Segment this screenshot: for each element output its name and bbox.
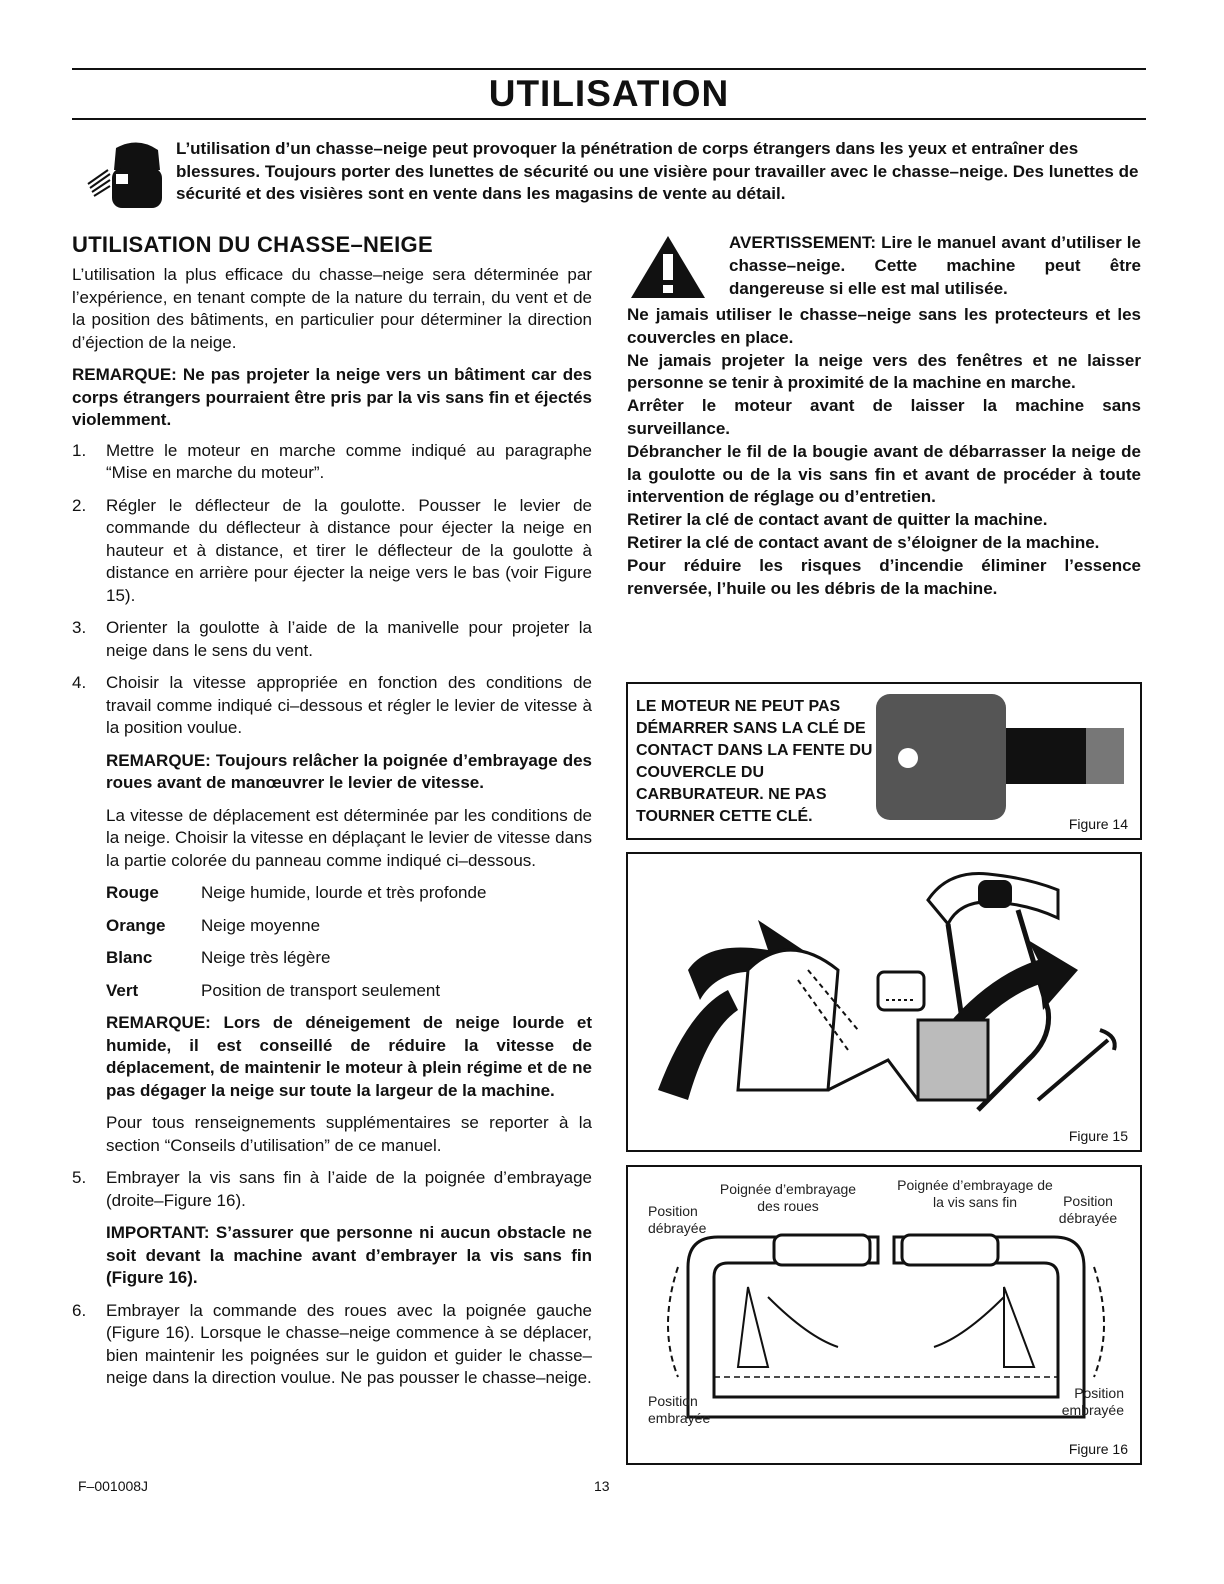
warning-item: Retirer la clé de contact avant de s’éloigner de la machine. (627, 532, 1100, 552)
speed-row-green (106, 980, 592, 1003)
speed-paragraph: La vitesse de déplacement est déterminée par les conditions de la neige. Choisir la vitesse en déplaçant le levier de vitesse dans la partie colorée du panneau comme indiqué ci–dessous. (106, 805, 592, 870)
step-number: 4. (72, 673, 87, 692)
step-text: Orienter la goulotte à l’aide de la manivelle pour projeter la neige dans le sens du vent. (106, 618, 592, 660)
step-4-details (72, 750, 592, 1158)
section-heading: UTILISATION DU CHASSE–NEIGE (72, 232, 433, 257)
footer-code: F–001008J (78, 1478, 149, 1494)
title-rule (72, 118, 1146, 120)
speed-row-red (106, 882, 592, 905)
speed-name: Rouge (106, 883, 159, 902)
warning-item: Arrêter le moteur avant de laisser la machine sans surveillance. (627, 396, 1141, 438)
speed-row-orange (106, 915, 592, 938)
figure-16-caption: Figure 16 (1068, 1441, 1128, 1457)
warning-item: Ne jamais utiliser le chasse–neige sans les protecteurs et les couvercles en place. (627, 305, 1141, 347)
step-number: 2. (72, 495, 87, 515)
label-engaged-right: Position embrayée (1061, 1385, 1124, 1418)
speed-desc: Position de transport seulement (201, 980, 441, 1000)
label-wheel-handle: Poignée d’embrayage des roues (719, 1181, 857, 1214)
label-engaged-left: Position embrayée (648, 1393, 711, 1426)
step-text: Régler le déflecteur de la goulotte. Pousser le levier de commande du déflecteur à distance pour éjecter la neige en hauteur et à distance, et tirer le déflecteur de la goulotte à distance en arrière pour éjecter la neige vers le bas (voir Figure 15). (106, 495, 592, 605)
step-text: Choisir la vitesse appropriée en fonction des conditions de travail comme indiqué ci–dessous et régler le levier de vitesse à la position voulue. (106, 673, 592, 737)
speed-row-white (106, 947, 592, 970)
speed-desc: Neige très légère (201, 948, 331, 967)
step-number: 6. (72, 1300, 87, 1320)
step-1 (72, 440, 592, 485)
figure-14-caption: Figure 14 (1068, 816, 1128, 832)
step-4 (72, 672, 592, 740)
note-heavy-snow: REMARQUE: Lors de déneigement de neige lourde et humide, il est conseillé de réduire la vitesse de déplacement, de maintenir le moteur à plein régime et de ne pas dégager la neige sur toute la largeur de la machine. (106, 1013, 592, 1100)
step-3 (72, 617, 592, 662)
label-released-right: Position débrayée (1058, 1193, 1118, 1226)
figure-16 (626, 1165, 1142, 1465)
info-paragraph: Pour tous renseignements supplémentaires se reporter à la section “Conseils d’utilisation” de ce manuel. (106, 1113, 592, 1155)
chute-deflector-illustration (648, 860, 1128, 1122)
page-number: 13 (594, 1478, 610, 1494)
warning-item: Débrancher le fil de la bougie avant de débarrasser la neige de la goulotte ou de la vis sans fin et avant de procéder à toute intervention de réglage ou d’entretien. (627, 441, 1141, 507)
safety-goggles-icon (86, 140, 166, 210)
step-number: 3. (72, 618, 87, 637)
warning-item: Ne jamais projeter la neige vers des fenêtres et ne laisser personne se tenir à proximité de la machine en marche. (627, 350, 1141, 393)
figure-15-caption: Figure 15 (1068, 1128, 1128, 1144)
step-text: Embrayer la commande des roues avec la poignée gauche (Figure 16). Lorsque le chasse–neige commence à se déplacer, bien maintenir les poignées sur le guidon et guider le chasse–neige dans la direction voulue. Ne pas pousser le chasse–neige. (106, 1300, 592, 1387)
page-title: UTILISATION (488, 73, 730, 114)
speed-desc: Neige moyenne (201, 915, 321, 935)
label-released-left: Position débrayée (648, 1203, 707, 1236)
step-text: Embrayer la vis sans fin à l’aide de la poignée d’embrayage (droite–Figure 16). (106, 1168, 592, 1210)
figure-15 (626, 852, 1142, 1152)
figure-14 (626, 682, 1142, 840)
ignition-key-illustration (874, 692, 1134, 822)
note-clutch: REMARQUE: Toujours relâcher la poignée d’embrayage des roues avant de manœuvrer le levier de vitesse. (106, 750, 592, 792)
left-column (72, 232, 592, 1390)
speed-name: Blanc (106, 948, 153, 967)
step-6 (72, 1300, 592, 1390)
warning-triangle-icon (629, 234, 707, 307)
step-text: Mettre le moteur en marche comme indiqué au paragraphe “Mise en marche du moteur”. (106, 440, 592, 482)
warning-header (627, 232, 1141, 304)
warning-item: Retirer la clé de contact avant de quitter la machine. (627, 510, 1048, 530)
step-5 (72, 1167, 592, 1212)
right-column (627, 232, 1141, 600)
step-5-details (72, 1222, 592, 1290)
step-number: 5. (72, 1168, 87, 1187)
step-2 (72, 495, 592, 608)
important-note: IMPORTANT: S’assurer que personne ni aucun obstacle ne soit devant la machine avant d’embrayer la vis sans fin (Figure 16). (106, 1223, 592, 1287)
figure-14-text: LE MOTEUR NE PEUT PAS DÉMARRER SANS LA CLÉ DE CONTACT DANS LA FENTE DU COUVERCLE DU CARBURATEUR. NE PAS TOURNER CETTE CLÉ. (636, 698, 873, 825)
warning-item: Pour réduire les risques d’incendie éliminer l’essence renversée, l’huile ou les débris de la machine. (627, 555, 1141, 598)
top-rule (72, 68, 1146, 70)
note-building: REMARQUE: Ne pas projeter la neige vers un bâtiment car des corps étrangers pourraient être pris par la vis sans fin et éjectés violemment. (72, 365, 592, 429)
warning-header-text: AVERTISSEMENT: Lire le manuel avant d’utiliser le chasse–neige. Cette machine peut être dangereuse si elle est mal utilisée. (729, 233, 1141, 298)
speed-name: Vert (106, 980, 139, 1000)
step-number: 1. (72, 440, 87, 460)
label-auger-handle: Poignée d’embrayage de la vis sans fin (897, 1177, 1053, 1210)
intro-paragraph: L’utilisation la plus efficace du chasse–neige sera déterminée par l’expérience, en tenant compte de la nature du terrain, du vent et de la position des bâtiments, en particulier pour déterminer la direction d’éjection de la neige. (72, 265, 592, 352)
speed-name: Orange (106, 915, 166, 935)
intro-warning: L’utilisation d’un chasse–neige peut provoquer la pénétration de corps étrangers dans les yeux et entraîner des blessures. Toujours porter des lunettes de sécurité ou une visière pour travailler avec le chasse–neige. Des lunettes de sécurité et des visières sont en vente dans les magasins de vente au détail. (176, 139, 1139, 203)
speed-desc: Neige humide, lourde et très profonde (201, 883, 487, 902)
